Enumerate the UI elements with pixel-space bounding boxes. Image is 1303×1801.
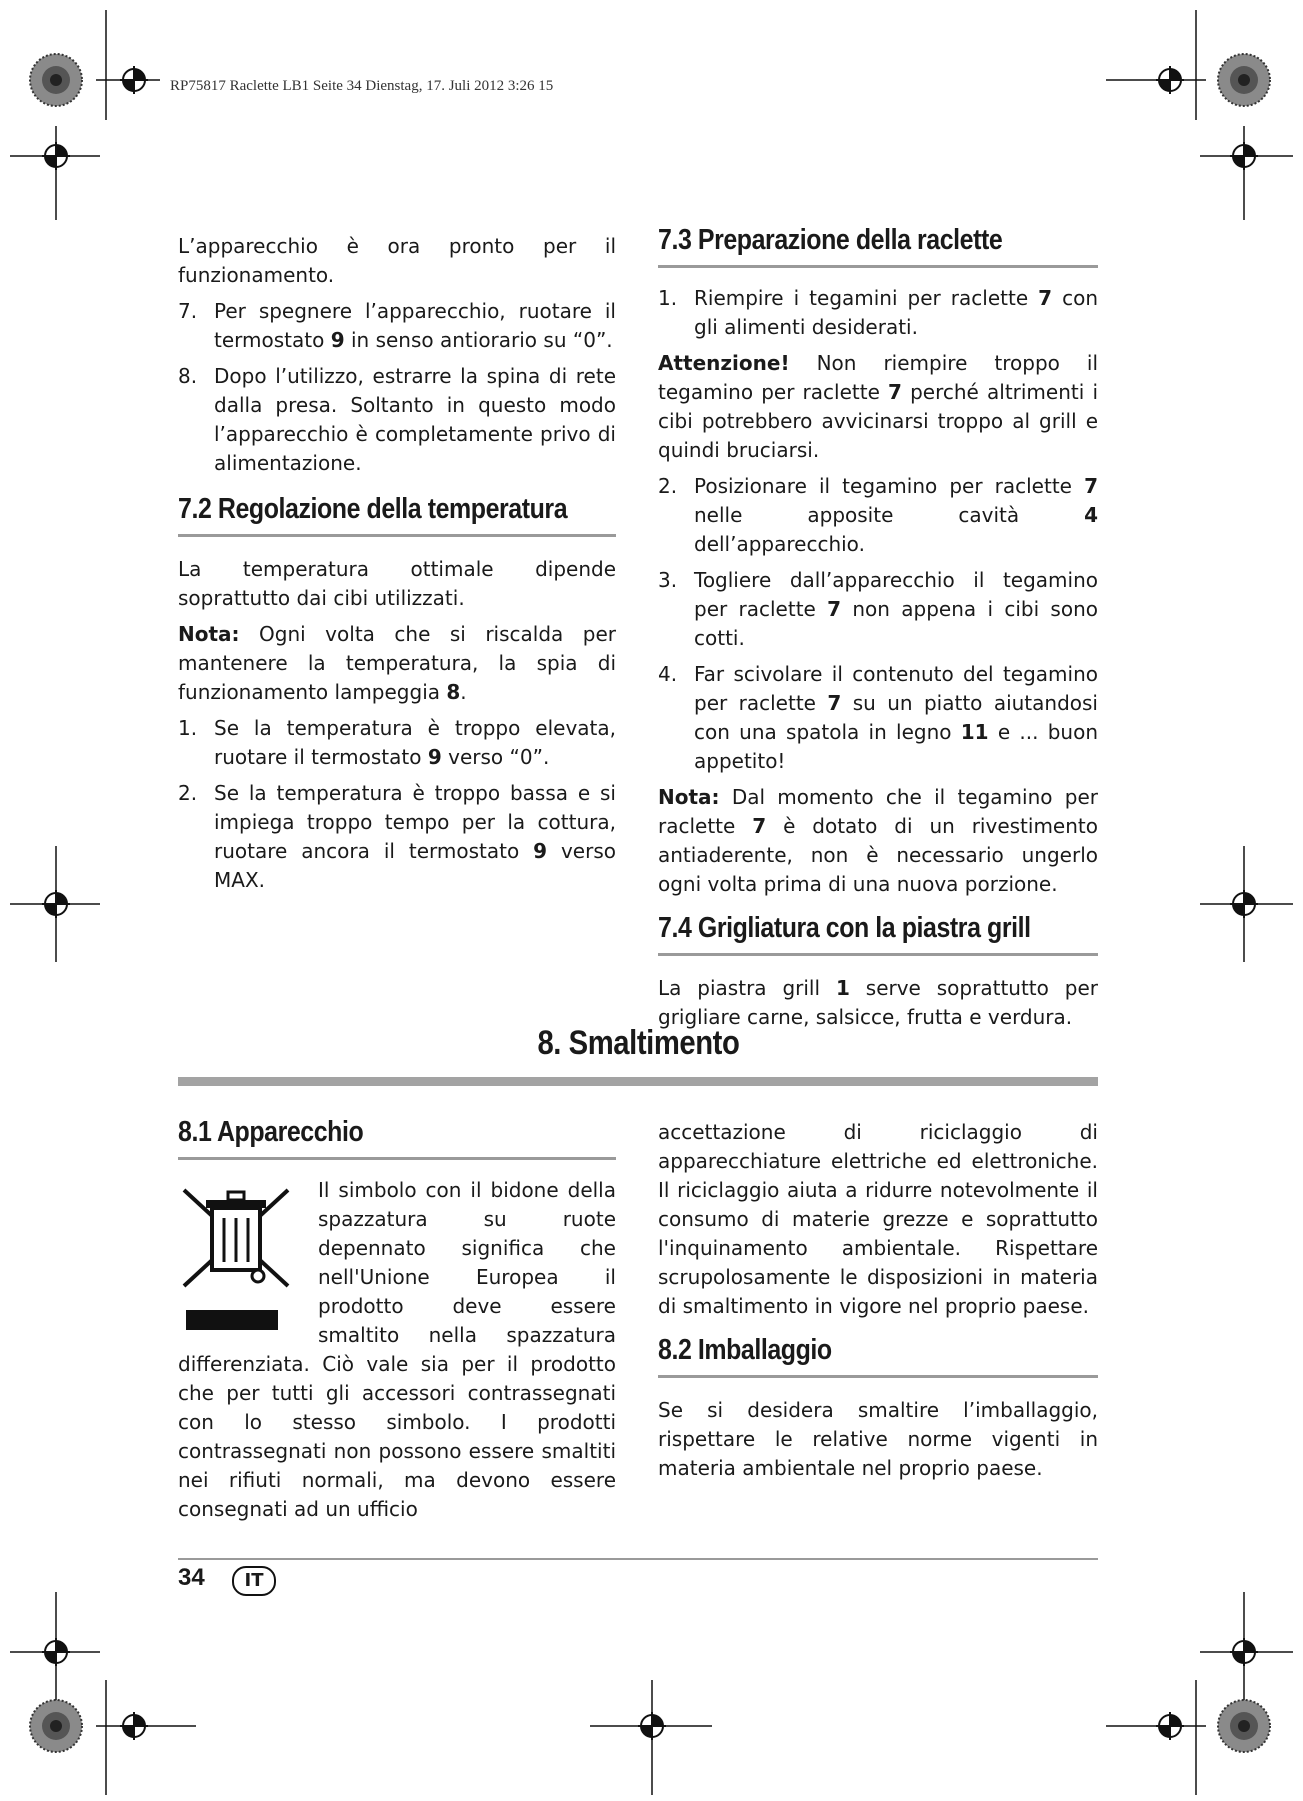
section-heading-7-4: 7.4 Grigliatura con la piastra grill xyxy=(658,912,1031,944)
disposal-right-column xyxy=(658,1118,1098,1490)
section-heading-7-3: 7.3 Preparazione della raclette xyxy=(658,224,1003,256)
list-item: 8. Dopo l’utilizzo, estrarre la spina di rete dalla presa. Soltanto in questo modo l’apparecchio è completamente privo di alimentazione. xyxy=(178,364,616,475)
section-rule xyxy=(178,1077,1098,1086)
weee-crossed-bin-icon xyxy=(178,1182,296,1334)
list-item: 2. Posizionare il tegamino per raclette 7 nelle apposite cavità 4 dell’apparecchio. xyxy=(658,474,1098,556)
left-column xyxy=(178,232,616,902)
section-intro: La temperatura ottimale dipende soprattutto dai cibi utilizzati. xyxy=(178,557,616,610)
disposal-paragraph-left: Il simbolo con il bidone della spazzatura su ruote depennato significa che nell'Unione Europea il prodotto deve essere smaltito nella spazzatura differenziata. Ciò vale sia per il prodotto che per tutti gli accessori contrassegnati con lo stesso simbolo. I prodotti contrassegnati non possono essere smaltiti nei rifiuti normali, ma devono essere consegnati ad un ufficio xyxy=(178,1178,616,1521)
page-number: 34 xyxy=(178,1564,205,1591)
section-heading-8: 8. Smaltimento xyxy=(537,1024,739,1062)
heading-rule xyxy=(658,953,1098,956)
heading-rule xyxy=(178,1157,616,1160)
list-item: 3. Togliere dall’apparecchio il tegamino per raclette 7 non appena i cibi sono cotti. xyxy=(658,568,1098,650)
section-heading-8-1: 8.1 Apparecchio xyxy=(178,1116,364,1148)
print-info: RP75817 Raclette LB1 Seite 34 Dienstag, 17. Juli 2012 3:26 15 xyxy=(170,78,554,94)
list-item: 1. Riempire i tegamini per raclette 7 con gli alimenti desiderati. xyxy=(658,286,1099,339)
intro-paragraph: L’apparecchio è ora pronto per il funzionamento. xyxy=(178,234,616,287)
section-heading-7-2: 7.2 Regolazione della temperatura xyxy=(178,493,568,525)
packaging-paragraph: Se si desidera smaltire l’imballaggio, rispettare le relative norme vigenti in materia ambientale nel proprio paese. xyxy=(658,1398,1098,1480)
heading-rule xyxy=(178,534,616,537)
section-heading-8-2: 8.2 Imballaggio xyxy=(658,1334,832,1366)
list-item: 2. Se la temperatura è troppo bassa e si impiega troppo tempo per la cottura, ruotare ancora il termostato 9 verso MAX. xyxy=(178,781,616,892)
list-item: 4. Far scivolare il contenuto del tegamino per raclette 7 su un piatto aiutandosi con una spatola in legno 11 e ... buon appetito! xyxy=(658,662,1099,773)
disposal-paragraph-right: accettazione di riciclaggio di apparecchiature elettriche ed elettroniche. Il riciclaggio aiuta a ridurre notevolmente il consumo di materie grezze e soprattutto l'inquinamento ambientale. Rispettare scrupolosamente le disposizioni in materia di smaltimento in vigore nel proprio paese. xyxy=(658,1120,1098,1318)
list-item: 7. Per spegnere l’apparecchio, ruotare il termostato 9 in senso antiorario su “0”. xyxy=(178,299,616,352)
list-item: 1. Se la temperatura è troppo elevata, ruotare il termostato 9 verso “0”. xyxy=(178,716,616,769)
language-badge: IT xyxy=(232,1566,276,1596)
right-column xyxy=(658,226,1098,1039)
disposal-left-column xyxy=(178,1118,616,1531)
note-paragraph: Nota: Ogni volta che si riscalda per mantenere la temperatura, la spia di funzionamento lampeggia 8. xyxy=(178,622,616,704)
heading-rule xyxy=(658,1375,1098,1378)
footer-rule xyxy=(178,1558,1098,1560)
heading-rule xyxy=(658,265,1098,268)
section-8-header xyxy=(178,1024,1098,1086)
grill-paragraph: La piastra grill 1 serve soprattutto per grigliare carne, salsicce, frutta e verdura. xyxy=(658,976,1099,1029)
attention-paragraph: Attenzione! Non riempire troppo il tegamino per raclette 7 perché altrimenti i cibi potrebbero avvicinarsi troppo al grill e quindi bruciarsi. xyxy=(658,351,1098,462)
note-paragraph: Nota: Dal momento che il tegamino per raclette 7 è dotato di un rivestimento antiaderente, non è necessario ungerlo ogni volta prima di una nuova porzione. xyxy=(658,785,1098,896)
